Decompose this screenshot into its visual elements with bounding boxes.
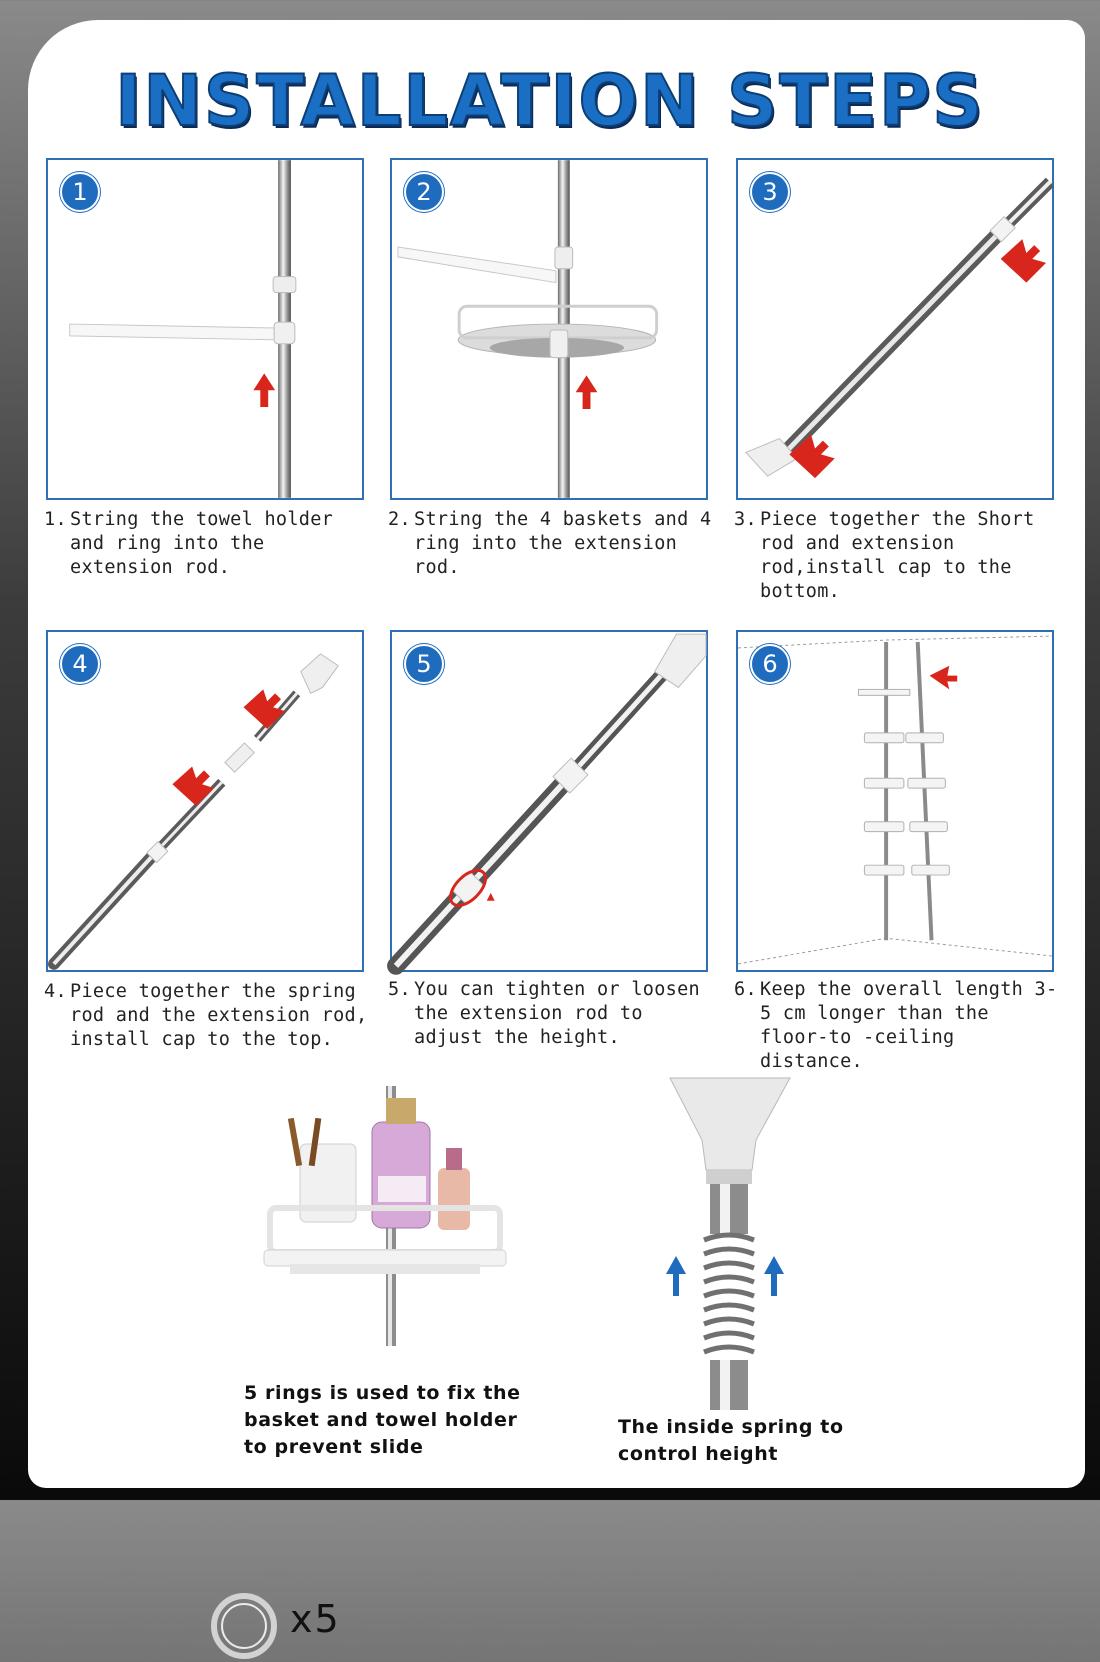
step-number-badge: 2 <box>404 172 444 212</box>
step-6-illustration <box>738 632 1052 970</box>
step-5-illustration <box>392 632 706 970</box>
ring-icon <box>208 1590 280 1662</box>
step-1-illustration <box>48 160 362 498</box>
caption-number: 1. <box>44 509 67 530</box>
up-arrow-icon <box>666 1256 686 1296</box>
step-number-badge: 6 <box>750 644 790 684</box>
rings-description: 5 rings is used to fix the basket and towel holder to prevent slide <box>244 1382 521 1458</box>
step-1-panel <box>46 158 364 500</box>
step-number-badge: 1 <box>60 172 100 212</box>
step-1-caption <box>44 508 374 580</box>
step-2-caption <box>388 508 718 580</box>
step-3-panel <box>736 158 1054 500</box>
step-number-badge: 5 <box>404 644 444 684</box>
step-5-panel <box>390 630 708 972</box>
step-2-panel <box>390 158 708 500</box>
caption-text: Piece together the spring rod and the extension rod, install cap to the top. <box>70 981 368 1050</box>
spring-description: The inside spring to control height <box>618 1416 844 1465</box>
caption-number: 4. <box>44 981 67 1002</box>
step-4-caption <box>44 980 374 1052</box>
caption-number: 6. <box>734 979 757 1000</box>
caption-text: You can tighten or loosen the extension rod to adjust the height. <box>414 979 700 1048</box>
step-2-illustration <box>392 160 706 498</box>
up-arrow-icon <box>576 375 598 409</box>
caption-text: String the 4 baskets and 4 ring into the extension rod. <box>414 509 712 578</box>
step-4-illustration <box>48 632 362 970</box>
up-arrow-icon <box>764 1256 784 1296</box>
rings-count-label: x5 <box>290 1597 341 1641</box>
arrow-icon <box>930 666 958 690</box>
caption-number: 2. <box>388 509 411 530</box>
caption-text: String the towel holder and ring into the extension rod. <box>70 509 334 578</box>
step-3-caption <box>734 508 1064 604</box>
caption-number: 3. <box>734 509 757 530</box>
step-6-panel <box>736 630 1054 972</box>
step-5-caption <box>388 978 718 1050</box>
page-title: INSTALLATION STEPS <box>115 60 985 142</box>
caption-number: 5. <box>388 979 411 1000</box>
basket-illustration <box>200 1086 520 1346</box>
up-arrow-icon <box>253 373 275 407</box>
step-3-illustration <box>738 160 1052 498</box>
arrow-icon <box>244 689 285 728</box>
caption-text: Keep the overall length 3-5 cm longer than the floor-to -ceiling distance. <box>760 979 1058 1072</box>
step-6-caption <box>734 978 1064 1074</box>
spring-illustration <box>640 1070 820 1410</box>
step-number-badge: 4 <box>60 644 100 684</box>
caption-text: Piece together the Short rod and extension rod,install cap to the bottom. <box>760 509 1035 602</box>
step-4-panel <box>46 630 364 972</box>
step-number-badge: 3 <box>750 172 790 212</box>
arrow-icon <box>1001 239 1046 282</box>
